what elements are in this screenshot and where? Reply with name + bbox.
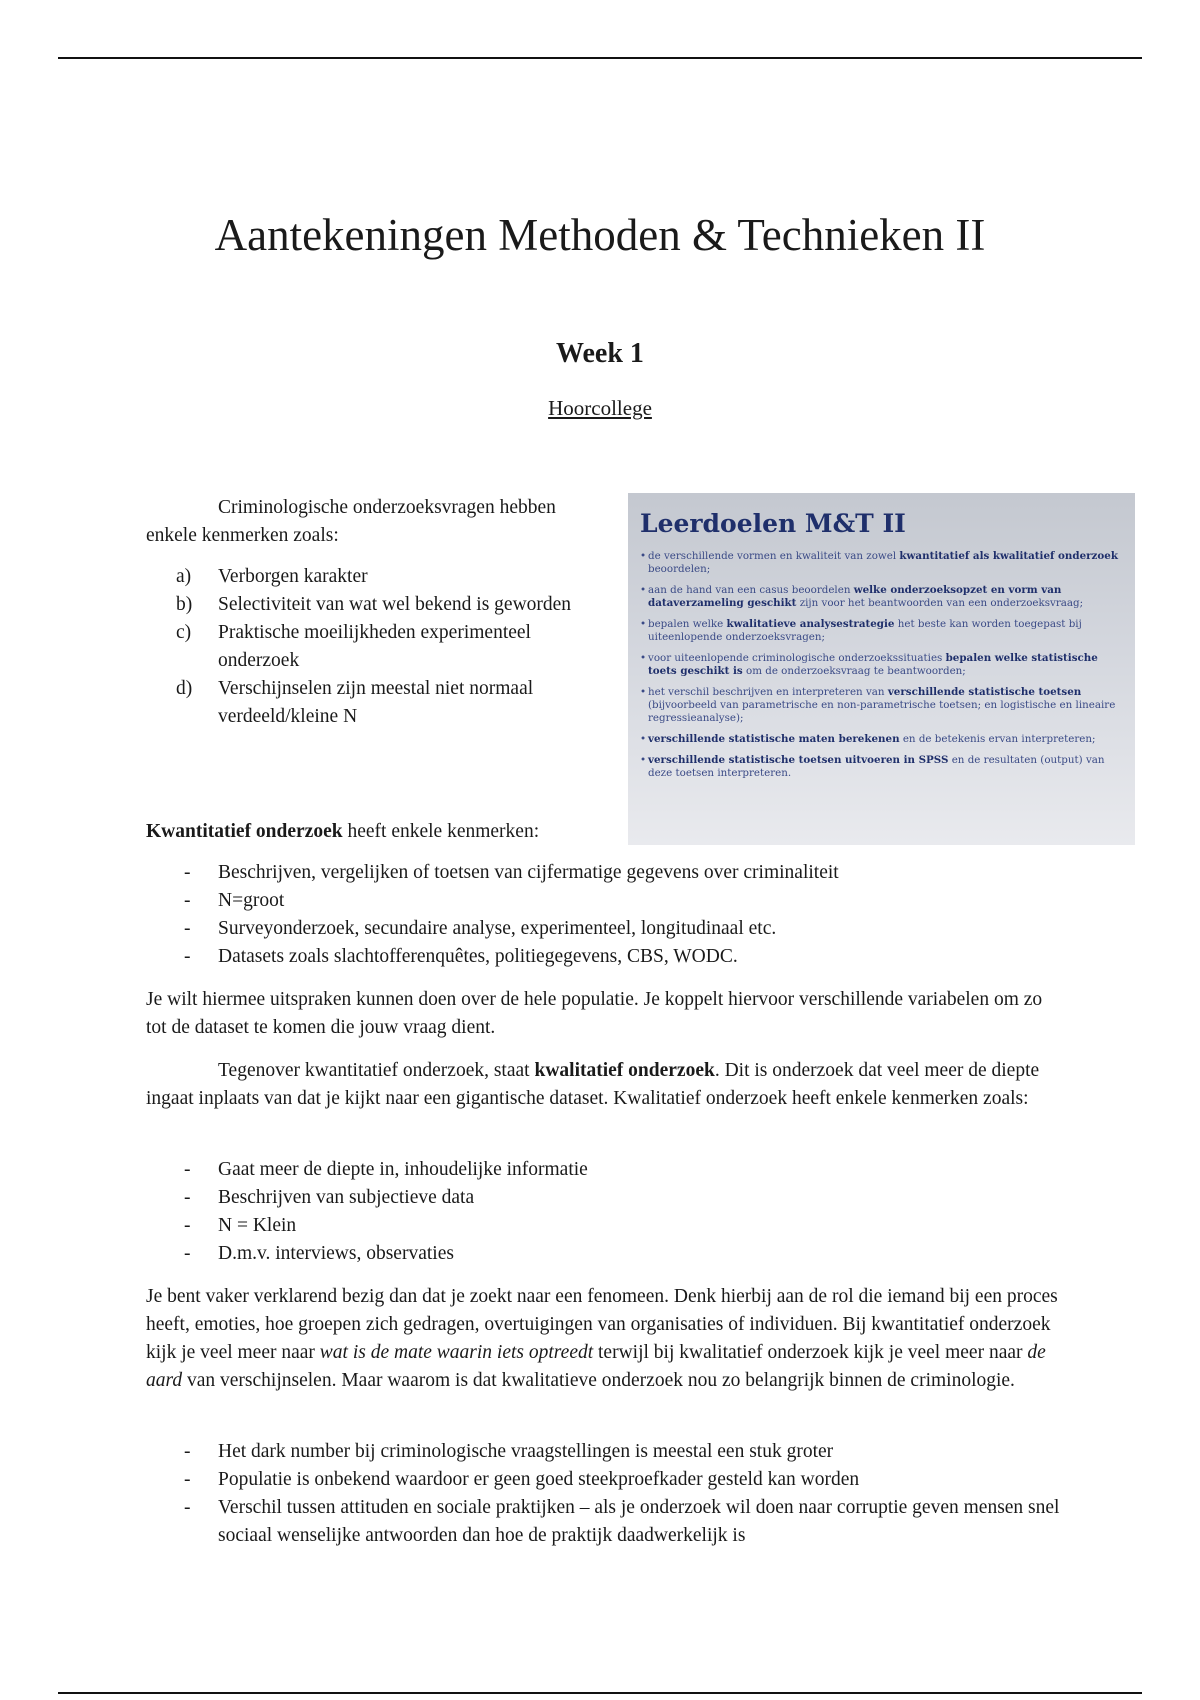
quant-list: [176, 859, 1076, 971]
list-item-text: Praktische moeilijkheden experimenteel onderzoek: [218, 622, 531, 671]
list-item: - Beschrijven van subjectieve data: [176, 1184, 1076, 1212]
learning-goals-slide: [628, 493, 1135, 845]
slide-bullet: • de verschillende vormen en kwaliteit van zowel kwantitatief als kwalitatief onderzoek beoordelen;: [640, 550, 1121, 576]
section-heading: Hoorcollege: [548, 396, 652, 420]
slide-bullet: • bepalen welke kwalitatieve analysestrategie het beste kan worden toegepast bij uiteenlopende onderzoeksvragen;: [640, 618, 1121, 644]
list-item: - Datasets zoals slachtofferenquêtes, politiegegevens, CBS, WODC.: [176, 943, 1076, 971]
list-item: - N=groot: [176, 887, 1076, 915]
slide-bullet: • voor uiteenlopende criminologische onderzoekssituaties bepalen welke statistische toets geschikt is om de onderzoeksvraag te beantwoorden;: [640, 652, 1121, 678]
slide-title: Leerdoelen M&T II: [640, 509, 906, 538]
list-item: - Surveyonderzoek, secundaire analyse, experimenteel, longitudinaal etc.: [176, 915, 1076, 943]
list-item: - Verschil tussen attituden en sociale praktijken – als je onderzoek wil doen naar corruptie geven mensen snel sociaal wenselijke antwoorden dan hoe de praktijk daadwerkelijk is: [176, 1494, 1076, 1550]
list-marker: a): [176, 566, 192, 587]
qual-term: kwalitatief onderzoek: [534, 1060, 715, 1081]
week-heading: Week 1: [556, 338, 644, 369]
list-item-text: Verborgen karakter: [218, 566, 368, 587]
list-item: [176, 675, 606, 731]
list-item: [176, 619, 606, 675]
slide-bullet-list: [640, 550, 1121, 780]
list-marker: b): [176, 594, 193, 615]
slide-bullet: • het verschil beschrijven en interpreteren van verschillende statistische toetsen (bijvoorbeeld van parametrische en non-parametrische toetsen; en logistische en lineaire regressieanalyse);: [640, 686, 1121, 725]
document-title: Aantekeningen Methoden & Technieken II: [214, 210, 986, 260]
characteristics-list: [176, 563, 606, 731]
quant-term: Kwantitatief onderzoek: [146, 821, 343, 842]
intro-text: Criminologische onderzoeksvragen hebben enkele kenmerken zoals:: [146, 497, 556, 546]
list-item-text: Selectiviteit van wat wel bekend is geworden: [218, 594, 572, 615]
list-item: - Populatie is onbekend waardoor er geen goed steekproefkader gesteld kan worden: [176, 1466, 1076, 1494]
bottom-rule: [58, 1692, 1142, 1694]
quant-heading: Kwantitatief onderzoek heeft enkele kenmerken:: [146, 821, 540, 842]
top-rule: [58, 57, 1142, 59]
list-item-text: Verschijnselen zijn meestal niet normaal verdeeld/kleine N: [218, 678, 534, 727]
list-item: - Gaat meer de diepte in, inhoudelijke informatie: [176, 1156, 1076, 1184]
list-marker: c): [176, 622, 192, 643]
qual-paragraph: Tegenover kwantitatief onderzoek, staat kwalitatief onderzoek. Dit is onderzoek dat veel meer de diepte ingaat inplaats van dat je kijkt naar een gigantische dataset. Kwalitatief onderzoek heeft enkele kenmerken zoals:: [146, 1060, 1040, 1109]
list-item: - D.m.v. interviews, observaties: [176, 1240, 1076, 1268]
explain-paragraph: Je bent vaker verklarend bezig dan dat je zoekt naar een fenomeen. Denk hierbij aan de rol die iemand bij een proces heeft, emoties, hoe groepen zich gedragen, overtuigingen van organisaties of individuen. Bij kwantitatief onderzoek kijk je veel meer naar wat is de mate waarin iets optreedt terwijl bij kwalitatief onderzoek kijk je veel meer naar de aard van verschijnselen. Maar waarom is dat kwalitatieve onderzoek nou zo belangrijk binnen de criminologie.: [146, 1286, 1058, 1391]
reasons-list: [176, 1438, 1076, 1550]
slide-bullet: • verschillende statistische maten berekenen en de betekenis ervan interpreteren;: [640, 733, 1121, 746]
intro-paragraph: [146, 494, 606, 550]
list-item: - Beschrijven, vergelijken of toetsen van cijfermatige gegevens over criminaliteit: [176, 859, 1076, 887]
slide-bullet: • aan de hand van een casus beoordelen welke onderzoeksopzet en vorm van dataverzameling geschikt zijn voor het beantwoorden van een onderzoeksvraag;: [640, 584, 1121, 610]
list-marker: d): [176, 678, 193, 699]
list-item: [176, 563, 606, 591]
list-item: [176, 591, 606, 619]
list-item: - N = Klein: [176, 1212, 1076, 1240]
list-item: - Het dark number bij criminologische vraagstellingen is meestal een stuk groter: [176, 1438, 1076, 1466]
qual-list: [176, 1156, 1076, 1268]
quant-paragraph: Je wilt hiermee uitspraken kunnen doen over de hele populatie. Je koppelt hiervoor verschillende variabelen om zo tot de dataset te komen die jouw vraag dient.: [146, 989, 1043, 1038]
slide-bullet: • verschillende statistische toetsen uitvoeren in SPSS en de resultaten (output) van deze toetsen interpreteren.: [640, 754, 1121, 780]
